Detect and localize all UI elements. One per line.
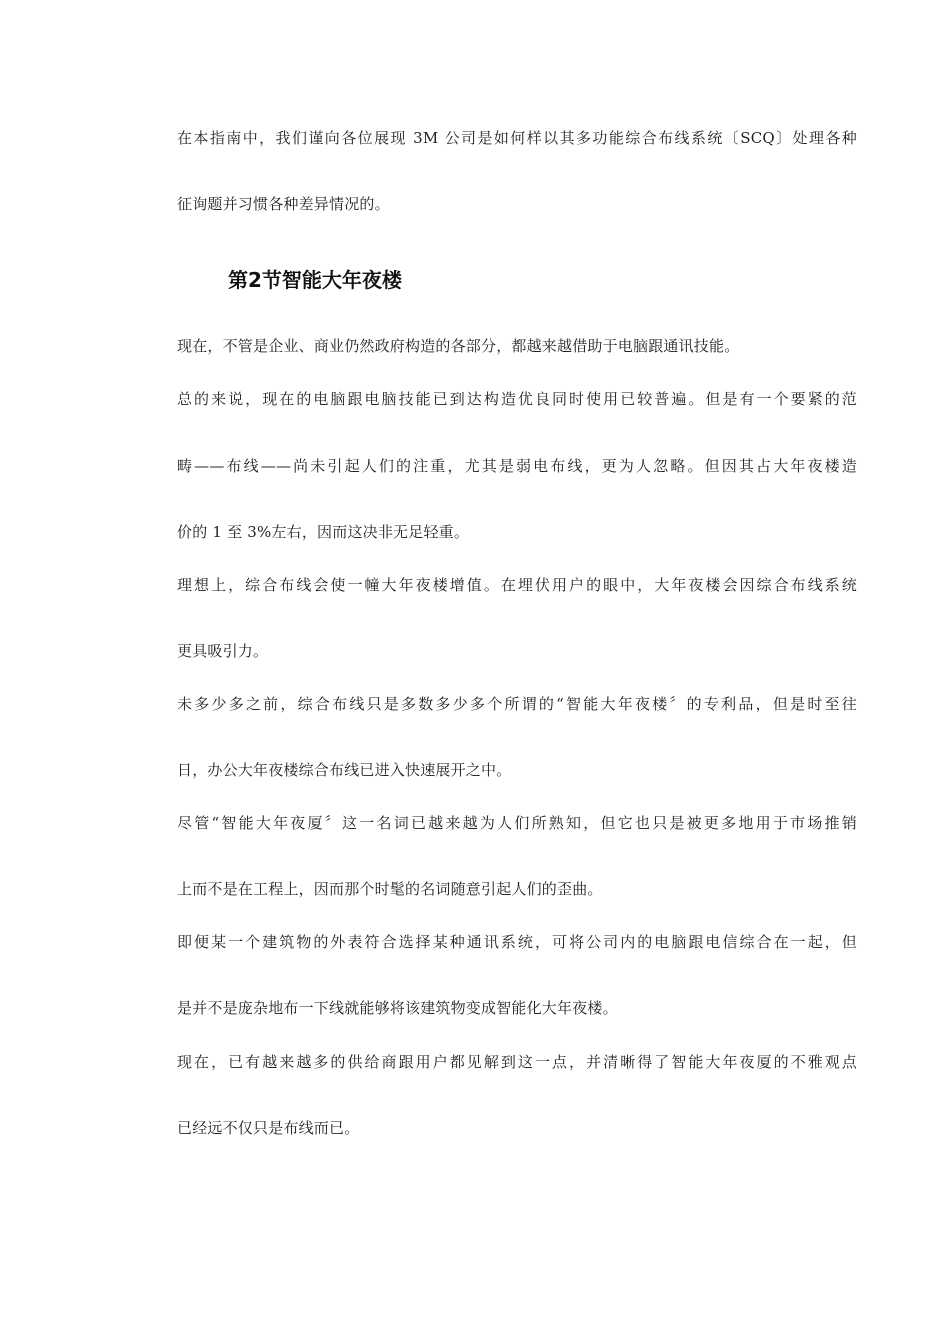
paragraph-2-line-2: 畴——布线——尚未引起人们的注重，尤其是弱电布线，更为人忽略。但因其占大年夜楼造 — [177, 457, 857, 475]
paragraph-4-line-1: 未多少多之前，综合布线只是多数多少多个所谓的“智能大年夜楼〞的专利品，但是时至往 — [177, 695, 857, 713]
paragraph-3-line-1: 理想上，综合布线会使一幢大年夜楼增值。在埋伏用户的眼中，大年夜楼会因综合布线系统 — [177, 576, 857, 594]
paragraph-2-line-3: 价的 1 至 3%左右，因而这决非无足轻重。 — [177, 523, 470, 541]
paragraph-6-line-1: 即便某一个建筑物的外表符合选择某种通讯系统，可将公司内的电脑跟电信综合在一起，但 — [177, 933, 857, 951]
paragraph-7-line-1: 现在，已有越来越多的供给商跟用户都见解到这一点，并清晰得了智能大年夜厦的不雅观点 — [177, 1053, 857, 1071]
paragraph-4-line-2: 日，办公大年夜楼综合布线已进入快速展开之中。 — [177, 761, 512, 779]
paragraph-6-line-2: 是并不是庞杂地布一下线就能够将该建筑物变成智能化大年夜楼。 — [177, 999, 618, 1017]
paragraph-5-line-1: 尽管“智能大年夜厦〞这一名词已越来越为人们所熟知，但它也只是被更多地用于市场推销 — [177, 814, 857, 832]
paragraph-2-line-1: 总的来说，现在的电脑跟电脑技能已到达构造优良同时使用已较普遍。但是有一个要紧的范 — [177, 390, 857, 408]
paragraph-3-line-2: 更具吸引力。 — [177, 642, 269, 660]
intro-line-1: 在本指南中，我们谨向各位展现 3M 公司是如何样以其多功能综合布线系统〔SCQ〕处理各种 — [177, 129, 857, 147]
section-heading: 第2节智能大年夜楼 — [228, 268, 402, 292]
paragraph-5-line-2: 上而不是在工程上，因而那个时髦的名词随意引起人们的歪曲。 — [177, 880, 603, 898]
paragraph-1-line-1: 现在，不管是企业、商业仍然政府构造的各部分，都越来越借助于电脑跟通讯技能。 — [177, 337, 740, 355]
intro-line-2: 征询题并习惯各种差异情况的。 — [177, 195, 390, 213]
paragraph-7-line-2: 已经远不仅只是布线而已。 — [177, 1119, 360, 1137]
